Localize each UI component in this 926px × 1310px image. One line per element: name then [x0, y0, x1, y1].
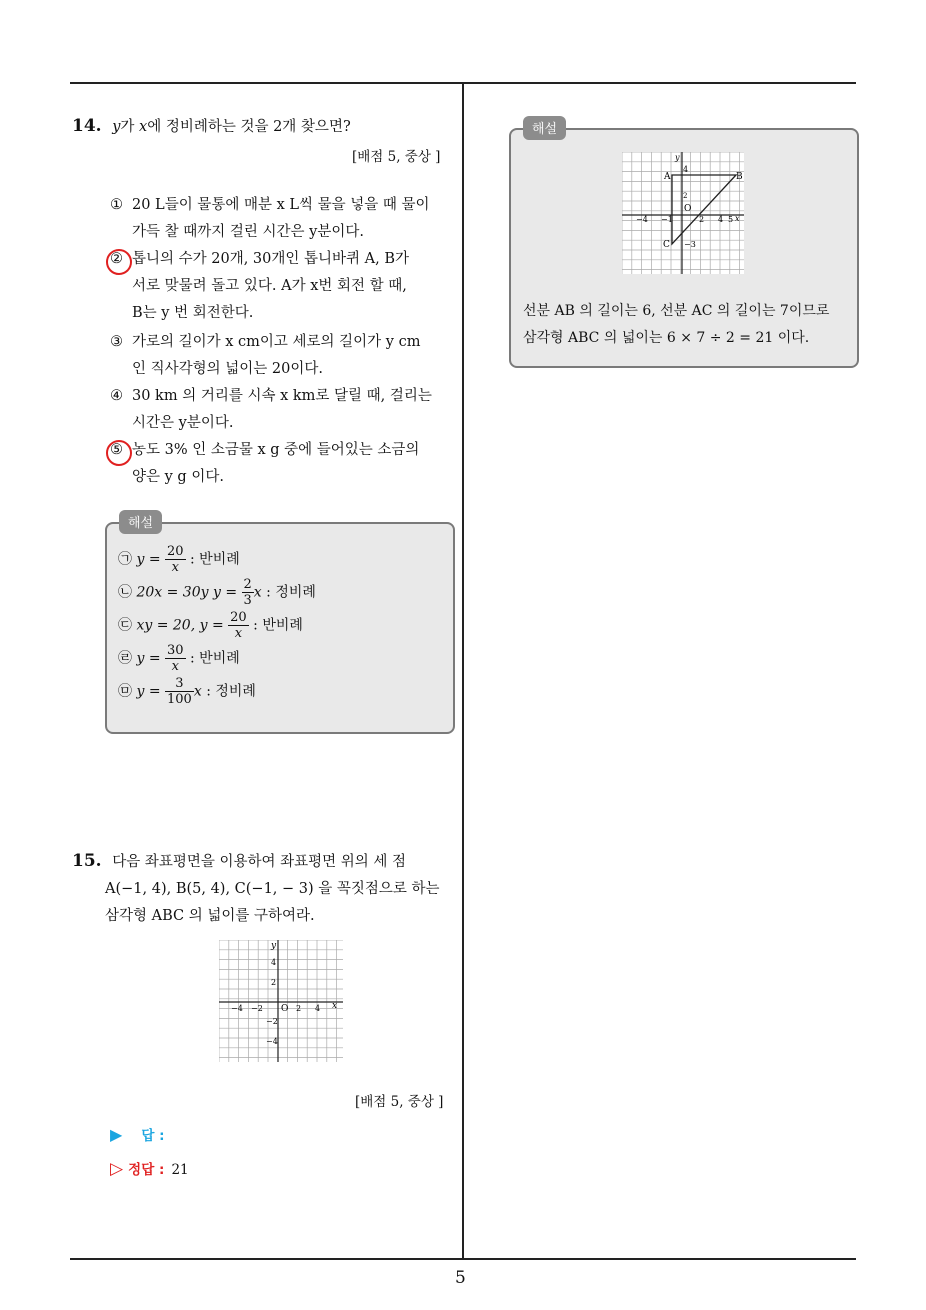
question-text: 다음 좌표평면을 이용하여 좌표평면 위의 세 점 [112, 854, 406, 870]
option-5[interactable] [110, 437, 455, 491]
tick-label: −2 [251, 1004, 263, 1013]
tick-label: 2 [271, 978, 277, 987]
tick-label: −1 [661, 215, 673, 224]
question-15 [72, 848, 456, 930]
option-text: 서로 맞물려 돌고 있다. A가 x번 회전 할 때, [132, 278, 407, 294]
tick-label: 2 [296, 1004, 302, 1013]
question-14 [72, 115, 351, 136]
question-number: 14. [72, 116, 102, 136]
x-axis-label: x [735, 214, 740, 223]
option-marker: ② [110, 251, 123, 267]
option-text: 양은 y g 이다. [132, 469, 224, 485]
solution-graph [622, 152, 744, 274]
correct-value: 21 [171, 1162, 189, 1178]
option-text: 30 km 의 거리를 시속 x km로 달릴 때, 걸리는 [132, 388, 432, 404]
option-text: 가로의 길이가 x cm이고 세로의 길이가 y cm [132, 334, 421, 350]
tick-label: 4 [683, 165, 689, 174]
answer-row [110, 1124, 165, 1144]
tick-label: −2 [266, 1017, 278, 1026]
point-b-label: B [736, 172, 743, 182]
question-prompt-a: 가 [120, 119, 140, 135]
question-prompt: 에 정비례하는 것을 2개 찾으면? [147, 119, 351, 135]
solution-line-5: ㉤ y = $\frac{3}{100}$ x : 정비례 [118, 676, 256, 707]
option-text: 20 L들이 물통에 매분 x L씩 물을 넣을 때 물이 [132, 197, 430, 213]
option-marker: ③ [110, 334, 123, 350]
option-3[interactable] [110, 329, 455, 383]
var-x: x [139, 119, 148, 135]
score-label: [배점 5, 중상 ] [355, 1094, 444, 1110]
coordinate-grid [219, 940, 343, 1062]
tick-label: 4 [718, 215, 724, 224]
tick-label: 4 [315, 1004, 321, 1013]
correct-label: 정답 : [128, 1162, 165, 1178]
y-axis-label: y [675, 153, 680, 162]
point-a-label: A [664, 172, 671, 182]
solution-tag: 해설 [523, 116, 566, 140]
outline-arrow-icon: ▷ [110, 1159, 124, 1179]
option-2[interactable] [110, 246, 455, 327]
solution-line-3: ㉢ xy = 20, y = $\frac{20}{x}$ : 반비례 [118, 610, 303, 641]
tick-label: −3 [684, 240, 696, 249]
option-marker: ⑤ [110, 442, 123, 458]
option-marker: ① [110, 197, 123, 213]
option-4[interactable] [110, 383, 455, 437]
score-label: [배점 5, 중상 ] [352, 149, 441, 165]
solution-tag: 해설 [119, 510, 162, 534]
solution-text-15 [523, 298, 829, 352]
tick-label: −4 [636, 215, 648, 224]
tick-label: 2 [699, 215, 705, 224]
option-text: 농도 3% 인 소금물 x g 중에 들어있는 소금의 [132, 442, 420, 458]
tick-label: 2 [683, 192, 688, 200]
var-y: y [112, 119, 121, 135]
solution-line: 선분 AB 의 길이는 6, 선분 AC 의 길이는 7이므로 [523, 303, 830, 319]
page-number: 5 [455, 1268, 466, 1288]
solution-line-1: ㉠ y = $\frac{20}{x}$ : 반비례 [118, 544, 240, 575]
solution-line-4: ㉣ y = $\frac{30}{x}$ : 반비례 [118, 643, 240, 674]
option-text: B는 y 번 회전한다. [132, 305, 254, 321]
origin-label: O [684, 204, 692, 214]
option-text: 톱니의 수가 20개, 30개인 톱니바퀴 A, B가 [132, 251, 409, 267]
option-text: 시간은 y분이다. [132, 415, 234, 431]
origin-label: O [281, 1004, 289, 1014]
point-c-label: C [663, 240, 670, 250]
option-marker: ④ [110, 388, 123, 404]
bottom-rule [70, 1258, 856, 1260]
tick-label: −4 [231, 1004, 243, 1013]
answer-label: 답 : [141, 1128, 165, 1144]
y-axis-label: y [271, 941, 277, 951]
question-number: 15. [72, 851, 102, 871]
column-divider [462, 82, 464, 1259]
x-axis-label: x [332, 1001, 338, 1011]
tick-label: −4 [266, 1037, 278, 1046]
tick-label: 5 [728, 215, 734, 224]
solution-line-2: ㉡ 20x = 30y y = $\frac{2}{3}$ x : 정비례 [118, 577, 316, 608]
question-text: A(−1, 4), B(5, 4), C(−1, − 3) 을 꼭짓점으로 하는 [105, 881, 440, 897]
option-text: 인 직사각형의 넓이는 20이다. [132, 361, 323, 377]
correct-answer-row [110, 1158, 189, 1179]
option-text: 가득 찰 때까지 걸린 시간은 y분이다. [132, 224, 364, 240]
solution-line: 삼각형 ABC 의 넓이는 6 × 7 ÷ 2 = 21 이다. [523, 330, 810, 346]
tick-label: 4 [271, 958, 277, 967]
question-text: 삼각형 ABC 의 넓이를 구하여라. [105, 908, 315, 924]
play-arrow-icon: ▶ [110, 1125, 123, 1144]
option-1[interactable] [110, 192, 455, 246]
